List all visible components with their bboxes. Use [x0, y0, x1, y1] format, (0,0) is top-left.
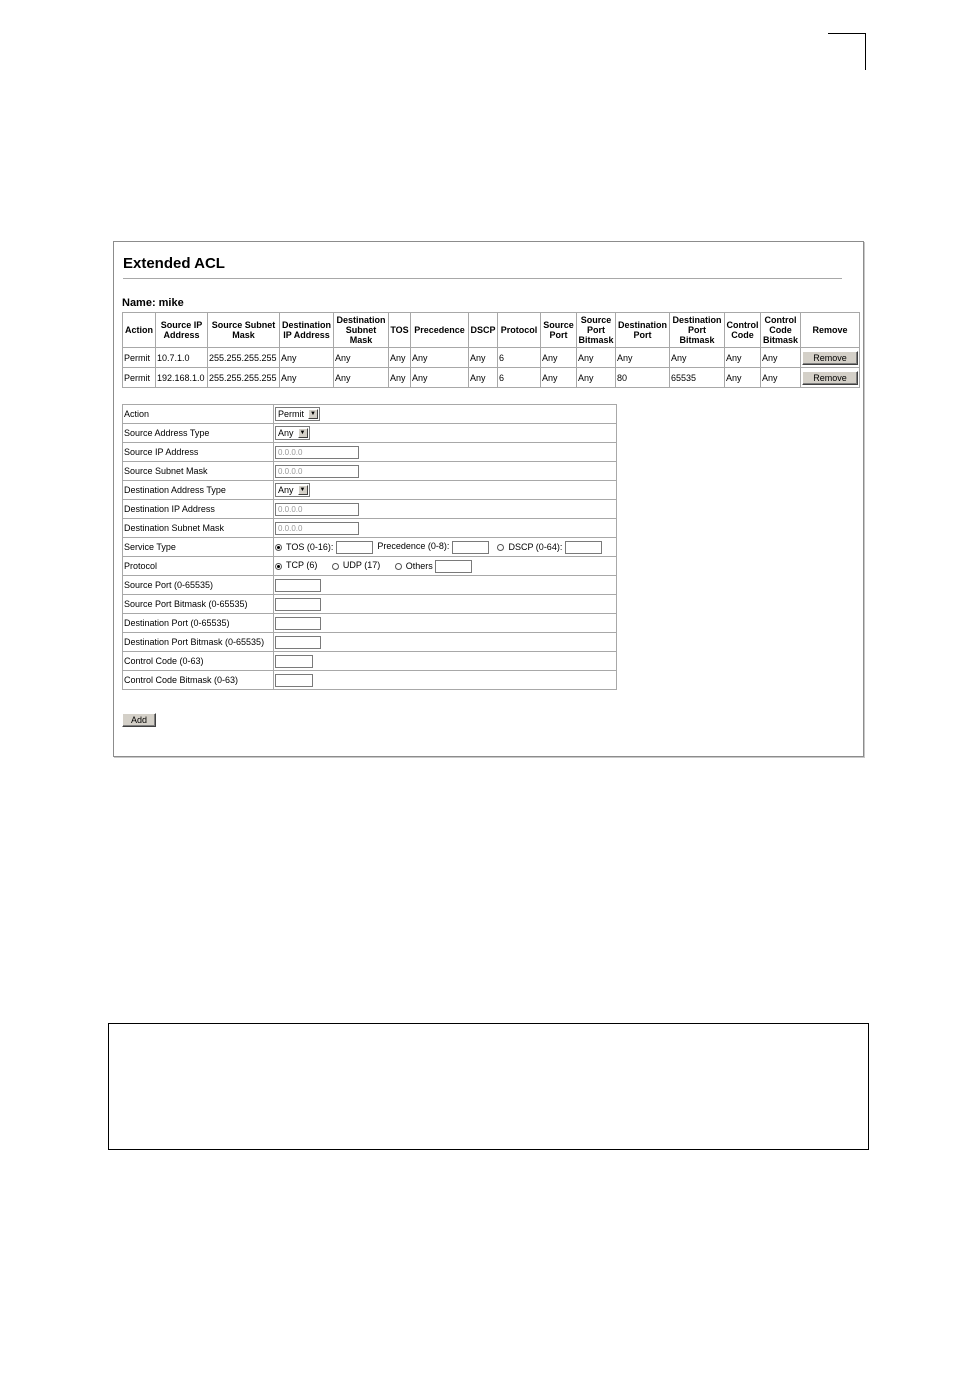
- form-row-control-code-bitmask: [123, 671, 617, 690]
- cell-dest-port: 80: [616, 368, 670, 388]
- cell-source-port: Any: [541, 368, 577, 388]
- udp-radio[interactable]: [332, 563, 339, 570]
- cell-control-code-bitmask: Any: [761, 368, 801, 388]
- title-divider: [123, 278, 842, 279]
- col-source-ip: Source IP Address: [156, 313, 208, 348]
- udp-label: UDP (17): [342, 560, 381, 571]
- tcp-label: TCP (6): [286, 560, 318, 571]
- panel-title: Extended ACL: [123, 255, 225, 272]
- cell-dest-ip: Any: [280, 368, 334, 388]
- precedence-input[interactable]: [452, 541, 489, 554]
- cell-action: Permit: [123, 368, 156, 388]
- source-mask-label: Source Subnet Mask: [123, 462, 274, 481]
- form-row-source-address-type: [123, 424, 617, 443]
- chevron-down-icon: ▼: [298, 428, 308, 438]
- col-protocol: Protocol: [498, 313, 541, 348]
- dest-mask-input[interactable]: 0.0.0.0: [275, 522, 359, 535]
- control-code-bitmask-label: Control Code Bitmask (0-63): [123, 671, 274, 690]
- acl-name-value: mike: [158, 297, 184, 309]
- table-header-row: [123, 313, 860, 348]
- others-radio[interactable]: [395, 563, 402, 570]
- cell-source-port-bitmask: Any: [577, 368, 616, 388]
- tcp-radio[interactable]: [275, 563, 282, 570]
- table-row: [123, 368, 860, 388]
- empty-note-box: [108, 1023, 869, 1150]
- col-dest-mask: Destination Subnet Mask: [334, 313, 389, 348]
- table-row: [123, 348, 860, 368]
- cell-dest-mask: Any: [334, 348, 389, 368]
- cell-precedence: Any: [411, 368, 469, 388]
- cell-protocol: 6: [498, 368, 541, 388]
- form-row-source-port-bitmask: [123, 595, 617, 614]
- acl-name-label: Name:: [122, 297, 156, 309]
- form-row-dest-ip: [123, 500, 617, 519]
- protocol-label: Protocol: [123, 557, 274, 576]
- cell-dscp: Any: [469, 348, 498, 368]
- form-row-protocol: [123, 557, 617, 576]
- cell-dest-port-bitmask: Any: [670, 348, 725, 368]
- cell-source-mask: 255.255.255.255: [208, 368, 280, 388]
- col-action: Action: [123, 313, 156, 348]
- page-corner-mark: [828, 33, 866, 70]
- dest-port-input[interactable]: [275, 617, 321, 630]
- chevron-down-icon: ▼: [308, 409, 318, 419]
- cell-precedence: Any: [411, 348, 469, 368]
- cell-dest-ip: Any: [280, 348, 334, 368]
- col-tos: TOS: [389, 313, 411, 348]
- cell-source-port: Any: [541, 348, 577, 368]
- cell-dest-port: Any: [616, 348, 670, 368]
- form-row-dest-port-bitmask: [123, 633, 617, 652]
- form-row-control-code: [123, 652, 617, 671]
- source-port-input[interactable]: [275, 579, 321, 592]
- tos-radio[interactable]: [275, 544, 282, 551]
- dest-ip-label: Destination IP Address: [123, 500, 274, 519]
- col-precedence: Precedence: [411, 313, 469, 348]
- extended-acl-panel: [113, 241, 864, 757]
- dest-port-label: Destination Port (0-65535): [123, 614, 274, 633]
- cell-source-port-bitmask: Any: [577, 348, 616, 368]
- remove-rule-button[interactable]: Remove: [802, 351, 858, 365]
- dest-mask-label: Destination Subnet Mask: [123, 519, 274, 538]
- action-select-value: Permit: [278, 409, 305, 419]
- form-row-dest-port: [123, 614, 617, 633]
- acl-name: [122, 297, 184, 309]
- action-label: Action: [123, 405, 274, 424]
- dest-port-bitmask-label: Destination Port Bitmask (0-65535): [123, 633, 274, 652]
- remove-rule-button[interactable]: Remove: [802, 371, 858, 385]
- cell-source-ip: 192.168.1.0: [156, 368, 208, 388]
- col-dest-ip: Destination IP Address: [280, 313, 334, 348]
- source-address-type-label: Source Address Type: [123, 424, 274, 443]
- dest-address-type-value: Any: [278, 485, 294, 495]
- service-type-label: Service Type: [123, 538, 274, 557]
- col-dest-port: Destination Port: [616, 313, 670, 348]
- cell-control-code: Any: [725, 348, 761, 368]
- dest-address-type-label: Destination Address Type: [123, 481, 274, 500]
- cell-protocol: 6: [498, 348, 541, 368]
- cell-source-ip: 10.7.1.0: [156, 348, 208, 368]
- tos-input[interactable]: [336, 541, 373, 554]
- col-source-port: Source Port: [541, 313, 577, 348]
- source-port-bitmask-label: Source Port Bitmask (0-65535): [123, 595, 274, 614]
- col-source-mask: Source Subnet Mask: [208, 313, 280, 348]
- cell-action: Permit: [123, 348, 156, 368]
- dest-port-bitmask-input[interactable]: [275, 636, 321, 649]
- cell-control-code-bitmask: Any: [761, 348, 801, 368]
- source-port-label: Source Port (0-65535): [123, 576, 274, 595]
- cell-remove: [801, 368, 860, 388]
- form-row-dest-mask: [123, 519, 617, 538]
- others-protocol-input[interactable]: [435, 560, 472, 573]
- control-code-input[interactable]: [275, 655, 313, 668]
- dest-address-type-select[interactable]: [275, 483, 310, 497]
- cell-control-code: Any: [725, 368, 761, 388]
- source-address-type-select[interactable]: [275, 426, 310, 440]
- dscp-input[interactable]: [565, 541, 602, 554]
- precedence-label: Precedence (0-8):: [377, 541, 450, 552]
- control-code-bitmask-input[interactable]: [275, 674, 313, 687]
- control-code-label: Control Code (0-63): [123, 652, 274, 671]
- cell-dest-port-bitmask: 65535: [670, 368, 725, 388]
- acl-rules-table: [122, 312, 860, 388]
- cell-tos: Any: [389, 368, 411, 388]
- action-select[interactable]: [275, 407, 320, 421]
- dscp-radio[interactable]: [497, 544, 504, 551]
- col-source-port-bitmask: Source Port Bitmask: [577, 313, 616, 348]
- add-button[interactable]: Add: [122, 713, 156, 727]
- cell-dest-mask: Any: [334, 368, 389, 388]
- others-label: Others: [405, 560, 433, 571]
- dest-ip-input[interactable]: 0.0.0.0: [275, 503, 359, 516]
- col-control-code-bitmask: Control Code Bitmask: [761, 313, 801, 348]
- acl-rule-form: [122, 404, 617, 690]
- cell-remove: [801, 348, 860, 368]
- source-port-bitmask-input[interactable]: [275, 598, 321, 611]
- col-control-code: Control Code: [725, 313, 761, 348]
- chevron-down-icon: ▼: [298, 485, 308, 495]
- form-row-source-mask: [123, 462, 617, 481]
- form-row-source-ip: [123, 443, 617, 462]
- col-remove: Remove: [801, 313, 860, 348]
- col-dest-port-bitmask: Destination Port Bitmask: [670, 313, 725, 348]
- source-ip-input[interactable]: 0.0.0.0: [275, 446, 359, 459]
- col-dscp: DSCP: [469, 313, 498, 348]
- source-mask-input[interactable]: 0.0.0.0: [275, 465, 359, 478]
- tos-label: TOS (0-16):: [286, 541, 334, 552]
- form-row-service-type: [123, 538, 617, 557]
- form-row-dest-address-type: [123, 481, 617, 500]
- cell-dscp: Any: [469, 368, 498, 388]
- cell-source-mask: 255.255.255.255: [208, 348, 280, 368]
- cell-tos: Any: [389, 348, 411, 368]
- form-row-source-port: [123, 576, 617, 595]
- source-ip-label: Source IP Address: [123, 443, 274, 462]
- source-address-type-value: Any: [278, 428, 294, 438]
- dscp-label: DSCP (0-64):: [508, 541, 563, 552]
- form-row-action: [123, 405, 617, 424]
